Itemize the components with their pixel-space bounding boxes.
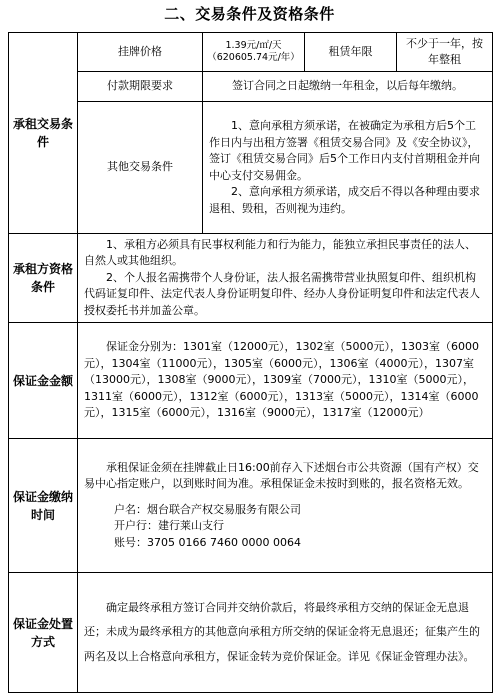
account-name: 户名：烟台联合产权交易服务有限公司 xyxy=(114,502,301,516)
deposit-handling-text: 确定最终承租方签订合同并交纳价款后，将最终承租方交纳的保证金无息退还；未成为最终承租方的其他意向承租方所交纳的保证金将无息退还；征集产生的两名及以上合格意向承租方，保证金转为竞价保证金。详见《保证金管理办法》。 xyxy=(84,601,480,663)
other-condition-2: 2、意向承租方须承诺，成交后不得以各种理由要求退租、毁租，否则视为违约。 xyxy=(209,185,480,215)
table-row xyxy=(9,323,493,439)
other-conditions-value xyxy=(203,102,493,234)
section-title: 二、交易条件及资格条件 xyxy=(164,5,335,23)
deposit-time-header: 保证金缴纳时间 xyxy=(9,439,78,573)
payment-label: 付款期限要求 xyxy=(78,72,203,102)
qualification-item-2: 2、个人报名需携带个人身份证，法人报名需携带营业执照复印件、组织机构代码证复印件、法定代表人身份证明复印件、经办人身份证明复印件和法定代表人授权委托书并加盖公章。 xyxy=(84,270,480,317)
bank-name: 开户行：建行莱山支行 xyxy=(114,519,224,533)
rent-terms-header: 承租交易条件 xyxy=(9,33,78,234)
table-row xyxy=(9,102,493,234)
price-per-year: （620605.74元/年） xyxy=(207,52,300,63)
table-row xyxy=(9,234,493,323)
price-per-day: 1.39元/㎡/天 xyxy=(225,39,282,51)
qualification-header: 承租方资格条件 xyxy=(9,234,78,323)
deposit-amount-text: 保证金分别为：1301室（12000元），1302室（5000元），1303室（6000元），1304室（11000元），1305室（6000元），1306室（4000元），1307室（13000元），1308室（9000元），1309室（7000元），1310室（5000元），1311室（6000元），1312室（6000元），1313室（5000元），1314室（6000元），1315室（6000元），1316室（9000元），1317室（12000元） xyxy=(84,340,479,420)
conditions-table xyxy=(8,32,493,693)
deposit-time-value xyxy=(78,439,493,573)
other-condition-1: 1、意向承租方须承诺，在被确定为承租方后5个工作日内与出租方签署《租赁交易合同》及《安全协议》，签订《租赁交易合同》后5个工作日内支付首期租金并向中心支付交易佣金。 xyxy=(209,119,480,182)
table-row xyxy=(9,72,493,102)
payment-value: 签订合同之日起缴纳一年租金，以后每年缴纳。 xyxy=(203,72,493,102)
deposit-handling-header: 保证金处置方式 xyxy=(9,573,78,693)
account-number: 账号：3705 0166 7460 0000 0064 xyxy=(114,535,301,549)
price-label: 挂牌价格 xyxy=(78,33,203,72)
term-value: 不少于一年，按年整租 xyxy=(397,33,493,72)
deposit-time-text: 承租保证金须在挂牌截止日16:00前存入下述烟台市公共资源（国有产权）交易中心指定账户，以到账时间为准。承租保证金未按时到账的，报名资格无效。 xyxy=(84,460,479,491)
qualification-value xyxy=(78,234,493,323)
deposit-amount-header: 保证金金额 xyxy=(9,323,78,439)
qualification-item-1: 1、承租方必须具有民事权利能力和行为能力，能独立承担民事责任的法人、自然人或其他组织。 xyxy=(84,237,476,268)
other-conditions-label: 其他交易条件 xyxy=(78,102,203,234)
table-row xyxy=(9,573,493,693)
table-row xyxy=(9,439,493,573)
deposit-handling-value xyxy=(78,573,493,693)
term-label: 租赁年限 xyxy=(305,33,397,72)
table-row xyxy=(9,33,493,72)
price-value xyxy=(203,33,305,72)
deposit-amount-value xyxy=(78,323,493,439)
